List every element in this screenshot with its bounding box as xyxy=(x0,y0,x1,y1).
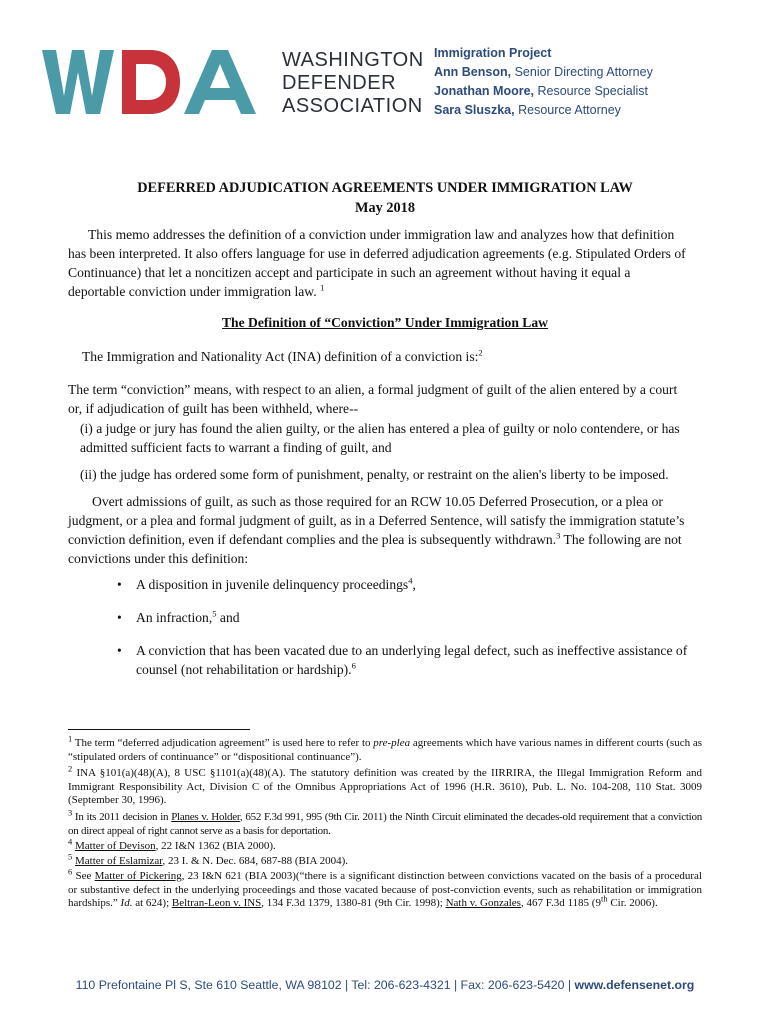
footnote-ref: 6 xyxy=(351,660,356,671)
bullet-item: • A conviction that has been vacated due to an underlying legal defect, such as ineffective assistance of xyxy=(117,643,688,658)
intro-line: Continuance) that let a noncitizen accept and participate in such an agreement without having it equal a xyxy=(68,265,631,280)
page-footer: 110 Prefontaine Pl S, Ste 610 Seattle, WA 98102 | Tel: 206-623-4321 | Fax: 206-623-5420 | www.defensenet.org xyxy=(75,978,695,992)
logo-line-defender: DEFENDER xyxy=(282,72,397,94)
intro-line: deportable conviction under immigration law. $^1$ xyxy=(68,282,325,299)
staff-row: Sara Sluszka, Resource Attorney xyxy=(434,103,621,117)
bullet-icon: • xyxy=(117,577,122,592)
staff-block xyxy=(434,44,653,120)
bullet-item: • An infraction,$^5$ and xyxy=(117,608,240,625)
definition-line: or, if adjudication of guilt has been withheld, where-- xyxy=(68,401,359,416)
footnote-ref: 1 xyxy=(320,282,325,293)
ina-line: The Immigration and Nationality Act (INA) definition of a conviction is:$^2$ xyxy=(82,347,483,364)
footnote-5: $^5$ Matter of Eslamizar, 23 I. & N. Dec. 684, 687-88 (BIA 2004). xyxy=(68,851,348,867)
section-heading: The Definition of “Conviction” Under Immigration Law xyxy=(221,315,548,330)
wda-logo xyxy=(42,46,422,118)
overt-line: conviction definition, even if defendant complies and the plea is subsequently withdrawn.$^3$ The following are not xyxy=(68,530,682,547)
footnote-ref: 3 xyxy=(556,530,561,541)
definition-clause-i: (i) a judge or jury has found the alien guilty, or the alien has entered a plea of guilty or nolo contendere, or has xyxy=(80,421,680,436)
definition-line: The term “conviction” means, with respect to an alien, a formal judgment of guilt of the alien entered by a court xyxy=(68,382,678,397)
document-title: DEFERRED ADJUDICATION AGREEMENTS UNDER IMMIGRATION LAW xyxy=(137,180,633,196)
website-link[interactable]: www.defensenet.org xyxy=(574,978,695,992)
definition-clause-i: admitted sufficient facts to warrant a finding of guilt, and xyxy=(80,440,392,455)
intro-line: has been interpreted. It also offers language for use in deferred adjudication agreements (e.g. Stipulated Orders of xyxy=(68,246,686,261)
logo-line-washington: WASHINGTON xyxy=(282,49,424,71)
logo-line-association: ASSOCIATION xyxy=(282,95,423,117)
footnote-3: $^3$ In its 2011 decision in Planes v. Holder, 652 F.3d 991, 995 (9th Cir. 2011) the Ninth Circuit eliminated the decades-old requirement that a conviction on direct appeal of right cannot serve as a basis for deportation. xyxy=(68,807,702,837)
footnote-4: $^4$ Matter of Devison, 22 I&N 1362 (BIA 2000). xyxy=(68,836,276,852)
staff-row: Ann Benson, Senior Directing Attorney xyxy=(434,65,653,79)
footnote-2: $^2$ INA §101(a)(48)(A), 8 USC §1101(a)(48)(A). The statutory definition was created by the IIRRIRA, the Illegal Immigration Reform and Immigrant Responsibility Act, Division C of the Omnibus Appropriations Act of 1996 (H.R. 3610), Pub. L. No. 104-208, 110 Stat. 3009 (September 30, 1996). xyxy=(68,763,702,807)
intro-line: This memo addresses the definition of a conviction under immigration law and analyzes how that definition xyxy=(88,227,675,242)
footnote-ref: 2 xyxy=(478,347,483,358)
footnote-6: $^6$ See Matter of Pickering, 23 I&N 621 (BIA 2003)(“there is a significant distinction between convictions vacated on the basis of a procedural or substantive defect in the underlying proceedings and those vacated because of post-conviction events, such as rehabilitation or immigration hardships.” Id. at 624); Beltran-Leon v. INS, 134 F.3d 1379, 1380-81 (9th Cir. 1998); Nath v. Gonzales, 467 F.3d 1185 (9th Cir. 2006). xyxy=(68,866,702,910)
document-date: May 2018 xyxy=(355,200,415,216)
bullet-icon: • xyxy=(117,643,122,658)
footnote-divider xyxy=(68,729,250,730)
wda-logo-mark xyxy=(42,46,274,118)
bullet-item-continuation: counsel (not rehabilitation or hardship).$^6$ xyxy=(136,660,356,677)
bullet-item: • A disposition in juvenile delinquency proceedings$^4$, xyxy=(117,575,416,592)
overt-line: judgment, or a plea and formal judgment of guilt, as in a Deferred Sentence, will satisfy the immigration statute’s xyxy=(68,513,685,528)
footnote-ref: 4 xyxy=(408,575,413,586)
footnote-1: $^1$ The term “deferred adjudication agreement” is used here to refer to pre-plea agreements which have various names in different courts (such as “stipulated orders of continuance” or “dispositional continuance”). xyxy=(68,733,703,763)
footnote-ref: 5 xyxy=(212,608,217,619)
project-name: Immigration Project xyxy=(434,46,552,60)
definition-clause-ii: (ii) the judge has ordered some form of punishment, penalty, or restraint on the alien's liberty to be imposed. xyxy=(80,467,669,482)
bullet-icon: • xyxy=(117,610,122,625)
staff-row: Jonathan Moore, Resource Specialist xyxy=(434,84,648,98)
overt-line: Overt admissions of guilt, as such as those required for an RCW 10.05 Deferred Prosecution, or a plea or xyxy=(92,494,663,509)
overt-line: convictions under this definition: xyxy=(68,551,249,566)
